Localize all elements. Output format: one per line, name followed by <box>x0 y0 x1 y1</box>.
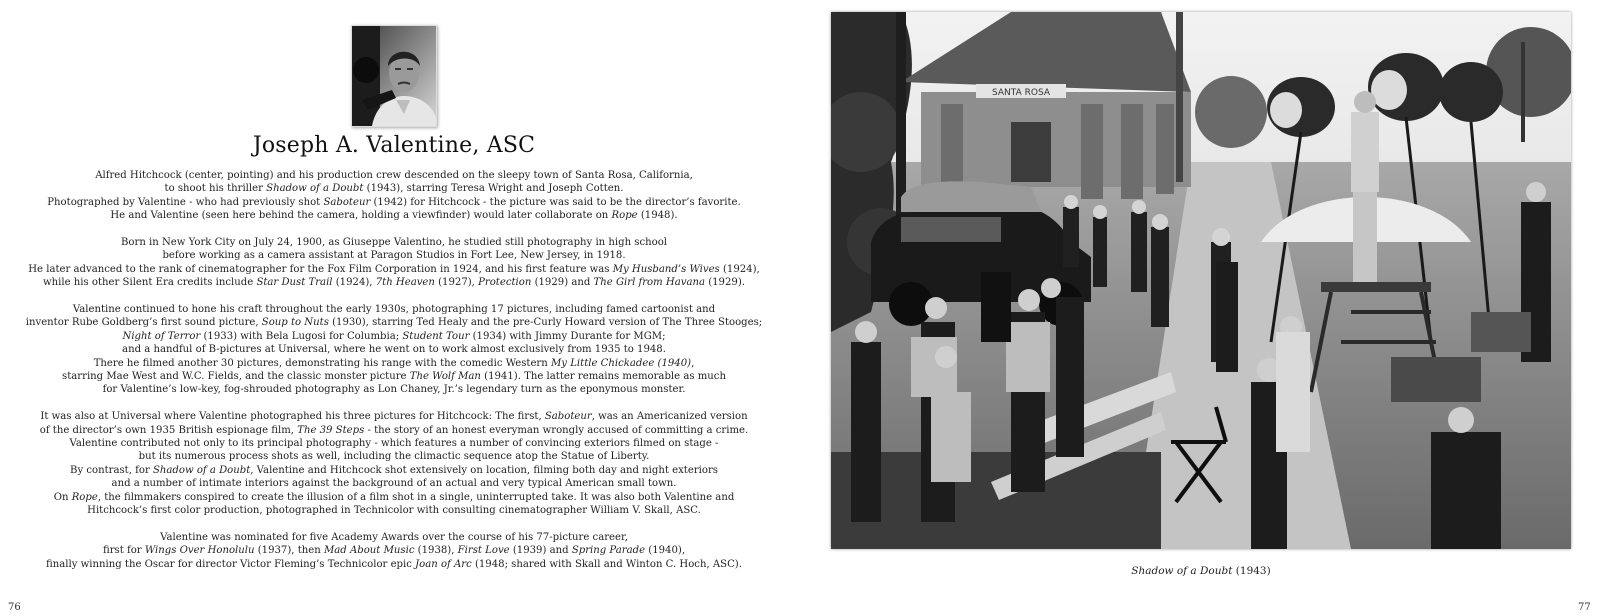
italic-title: 7th Heaven <box>375 277 435 289</box>
text-line <box>20 437 768 450</box>
text-segment: Hitchcock’s first color production, photographed in Technicolor with consulting cinematographer William V. Skall, ASC. <box>87 505 701 517</box>
text-line <box>20 491 768 504</box>
italic-title: Protection <box>478 277 532 289</box>
portrait-photo <box>351 25 437 127</box>
station-sign: SANTA ROSA <box>992 88 1050 98</box>
text-segment: He and Valentine (seen here behind the camera, holding a viewfinder) would later collaborate on <box>110 210 612 222</box>
text-segment: (1929). <box>704 277 745 289</box>
photo-caption <box>831 565 1571 577</box>
text-line <box>20 263 768 276</box>
page-title: Joseph A. Valentine, ASC <box>252 133 536 158</box>
text-line <box>20 316 768 329</box>
text-segment: (1924), <box>719 263 760 275</box>
text-segment: but its numerous process shots as well, including the climactic sequence atop the Statue of Liberty. <box>138 451 650 463</box>
text-segment: (1942) for Hitchcock - the picture was said to be the director’s favorite. <box>370 196 741 208</box>
text-segment: Valentine continued to hone his craft throughout the early 1930s, photographing 17 pictures, including famed cartoonist and <box>72 304 716 316</box>
biography-paragraph <box>20 531 768 571</box>
text-line <box>20 182 768 195</box>
biography-paragraph <box>20 303 768 397</box>
text-line <box>20 450 768 463</box>
text-segment: starring Mae West and W.C. Fields, and the classic monster picture <box>62 371 410 383</box>
italic-title: Saboteur <box>544 411 592 423</box>
text-segment: (1930), starring Ted Healy and the pre-Curly Howard version of The Three Stooges; <box>328 317 763 329</box>
biography-paragraph <box>20 410 768 517</box>
text-segment: (1941). The latter remains memorable as much <box>480 371 726 383</box>
text-line <box>20 383 768 396</box>
film-set-photo <box>831 12 1571 549</box>
italic-title: Shadow of a Doubt <box>266 183 364 195</box>
page-number-right: 77 <box>1578 602 1591 613</box>
text-segment: By contrast, for <box>70 464 153 476</box>
text-line <box>20 504 768 517</box>
italic-title: Rope <box>71 491 98 503</box>
text-segment: of the director’s own 1935 British espionage film, <box>39 424 298 436</box>
text-segment: (1940), <box>645 545 686 557</box>
text-line <box>20 544 768 557</box>
italic-title: Star Dust Trail <box>256 277 333 289</box>
text-line <box>20 477 768 490</box>
text-segment: (1924), <box>332 277 376 289</box>
text-segment: first for <box>102 545 145 557</box>
text-segment: (1939) and <box>509 545 572 557</box>
caption-year: (1943) <box>1232 565 1271 577</box>
text-segment: (1948; shared with Skall and Winton C. Hoch, ASC). <box>471 558 742 570</box>
italic-title: Spring Parade <box>571 545 646 557</box>
text-segment: (1943), starring Teresa Wright and Joseph Cotten. <box>363 183 624 195</box>
italic-title: My Husband’s Wives <box>612 263 720 275</box>
text-line <box>20 249 768 262</box>
text-segment: and a handful of B-pictures at Universal, where he went on to work almost exclusively from 1935 to 1948. <box>122 344 666 356</box>
text-segment: On <box>53 491 72 503</box>
text-segment: (1929) and <box>531 277 594 289</box>
text-segment: before working as a camera assistant at Paragon Studios in Fort Lee, New Jersey, in 1918. <box>162 250 626 262</box>
text-line <box>20 464 768 477</box>
portrait-photo-icon <box>352 26 436 126</box>
text-segment: , was an Americanized version <box>591 411 748 423</box>
text-line <box>20 196 768 209</box>
text-segment: It was also at Universal where Valentine photographed his three pictures for Hitchcock: The first, <box>40 411 545 423</box>
caption-title: Shadow of a Doubt <box>1131 565 1233 577</box>
text-segment: inventor Rube Goldberg’s first sound picture, <box>25 317 262 329</box>
text-segment: (1938), <box>414 545 458 557</box>
text-segment: (1934) with Jimmy Durante for MGM; <box>469 330 666 342</box>
text-line <box>20 209 768 222</box>
text-line <box>20 370 768 383</box>
text-segment: Born in New York City on July 24, 1900, as Giuseppe Valentino, he studied still photography in high school <box>121 237 667 249</box>
italic-title: My Little Chickadee (1940) <box>550 357 692 369</box>
text-segment: , <box>691 357 695 369</box>
text-line <box>20 410 768 423</box>
text-segment: (1948). <box>637 210 678 222</box>
text-segment: (1937), then <box>254 545 324 557</box>
text-segment: , the filmmakers conspired to create the illusion of a film shot in a single, uninterrupted take. It was also both Valentine and <box>97 491 735 503</box>
italic-title: Night of Terror <box>122 330 201 342</box>
text-segment: - the story of an honest everyman wrongly accused of committing a crime. <box>364 424 749 436</box>
text-segment: and a number of intimate interiors against the background of an actual and very typical American small town. <box>111 478 677 490</box>
biography-paragraph <box>20 236 768 290</box>
text-segment: (1933) with Bela Lugosi for Columbia; <box>200 330 403 342</box>
italic-title: Student Tour <box>402 330 470 342</box>
text-line <box>20 169 768 182</box>
biography-text <box>20 169 768 585</box>
text-line <box>20 357 768 370</box>
text-segment: while his other Silent Era credits include <box>43 277 257 289</box>
text-segment: Photographed by Valentine - who had previously shot <box>47 196 324 208</box>
text-line <box>20 424 768 437</box>
italic-title: Wings Over Honolulu <box>144 545 255 557</box>
text-segment: to shoot his thriller <box>164 183 267 195</box>
text-line <box>20 558 768 571</box>
italic-title: Mad About Music <box>323 545 415 557</box>
page-number-left: 76 <box>8 602 21 613</box>
text-segment: He later advanced to the rank of cinematographer for the Fox Film Corporation in 1924, and his first feature was <box>28 263 613 275</box>
italic-title: The Girl from Havana <box>593 277 705 289</box>
italic-title: Soup to Nuts <box>261 317 329 329</box>
biography-paragraph <box>20 169 768 223</box>
text-line <box>20 343 768 356</box>
italic-title: Shadow of a Doubt <box>153 464 251 476</box>
text-line <box>20 531 768 544</box>
text-segment: There he filmed another 30 pictures, demonstrating his range with the comedic Western <box>93 357 551 369</box>
italic-title: The Wolf Man <box>409 371 481 383</box>
text-line <box>20 303 768 316</box>
text-segment: Valentine contributed not only to its principal photography - which features a number of convincing exteriors filmed on stage - <box>69 438 719 450</box>
italic-title: Rope <box>611 210 638 222</box>
text-line <box>20 276 768 289</box>
italic-title: First Love <box>457 545 510 557</box>
text-segment: Valentine was nominated for five Academy Awards over the course of his 77-picture career, <box>160 531 628 543</box>
italic-title: Joan of Arc <box>415 558 472 570</box>
text-segment: for Valentine’s low-key, fog-shrouded photography as Lon Chaney, Jr.’s legendary turn as the eponymous monster. <box>102 384 686 396</box>
text-segment: , Valentine and Hitchcock shot extensively on location, filming both day and night exteriors <box>250 464 718 476</box>
text-line <box>20 236 768 249</box>
text-segment: (1927), <box>434 277 479 289</box>
italic-title: Saboteur <box>323 196 371 208</box>
text-segment: finally winning the Oscar for director Victor Fleming’s Technicolor epic <box>46 558 416 570</box>
italic-title: The 39 Steps <box>297 424 365 436</box>
film-set-photo-icon <box>831 12 1571 549</box>
text-segment: Alfred Hitchcock (center, pointing) and his production crew descended on the sleepy town of Santa Rosa, California, <box>95 170 693 181</box>
text-line <box>20 330 768 343</box>
